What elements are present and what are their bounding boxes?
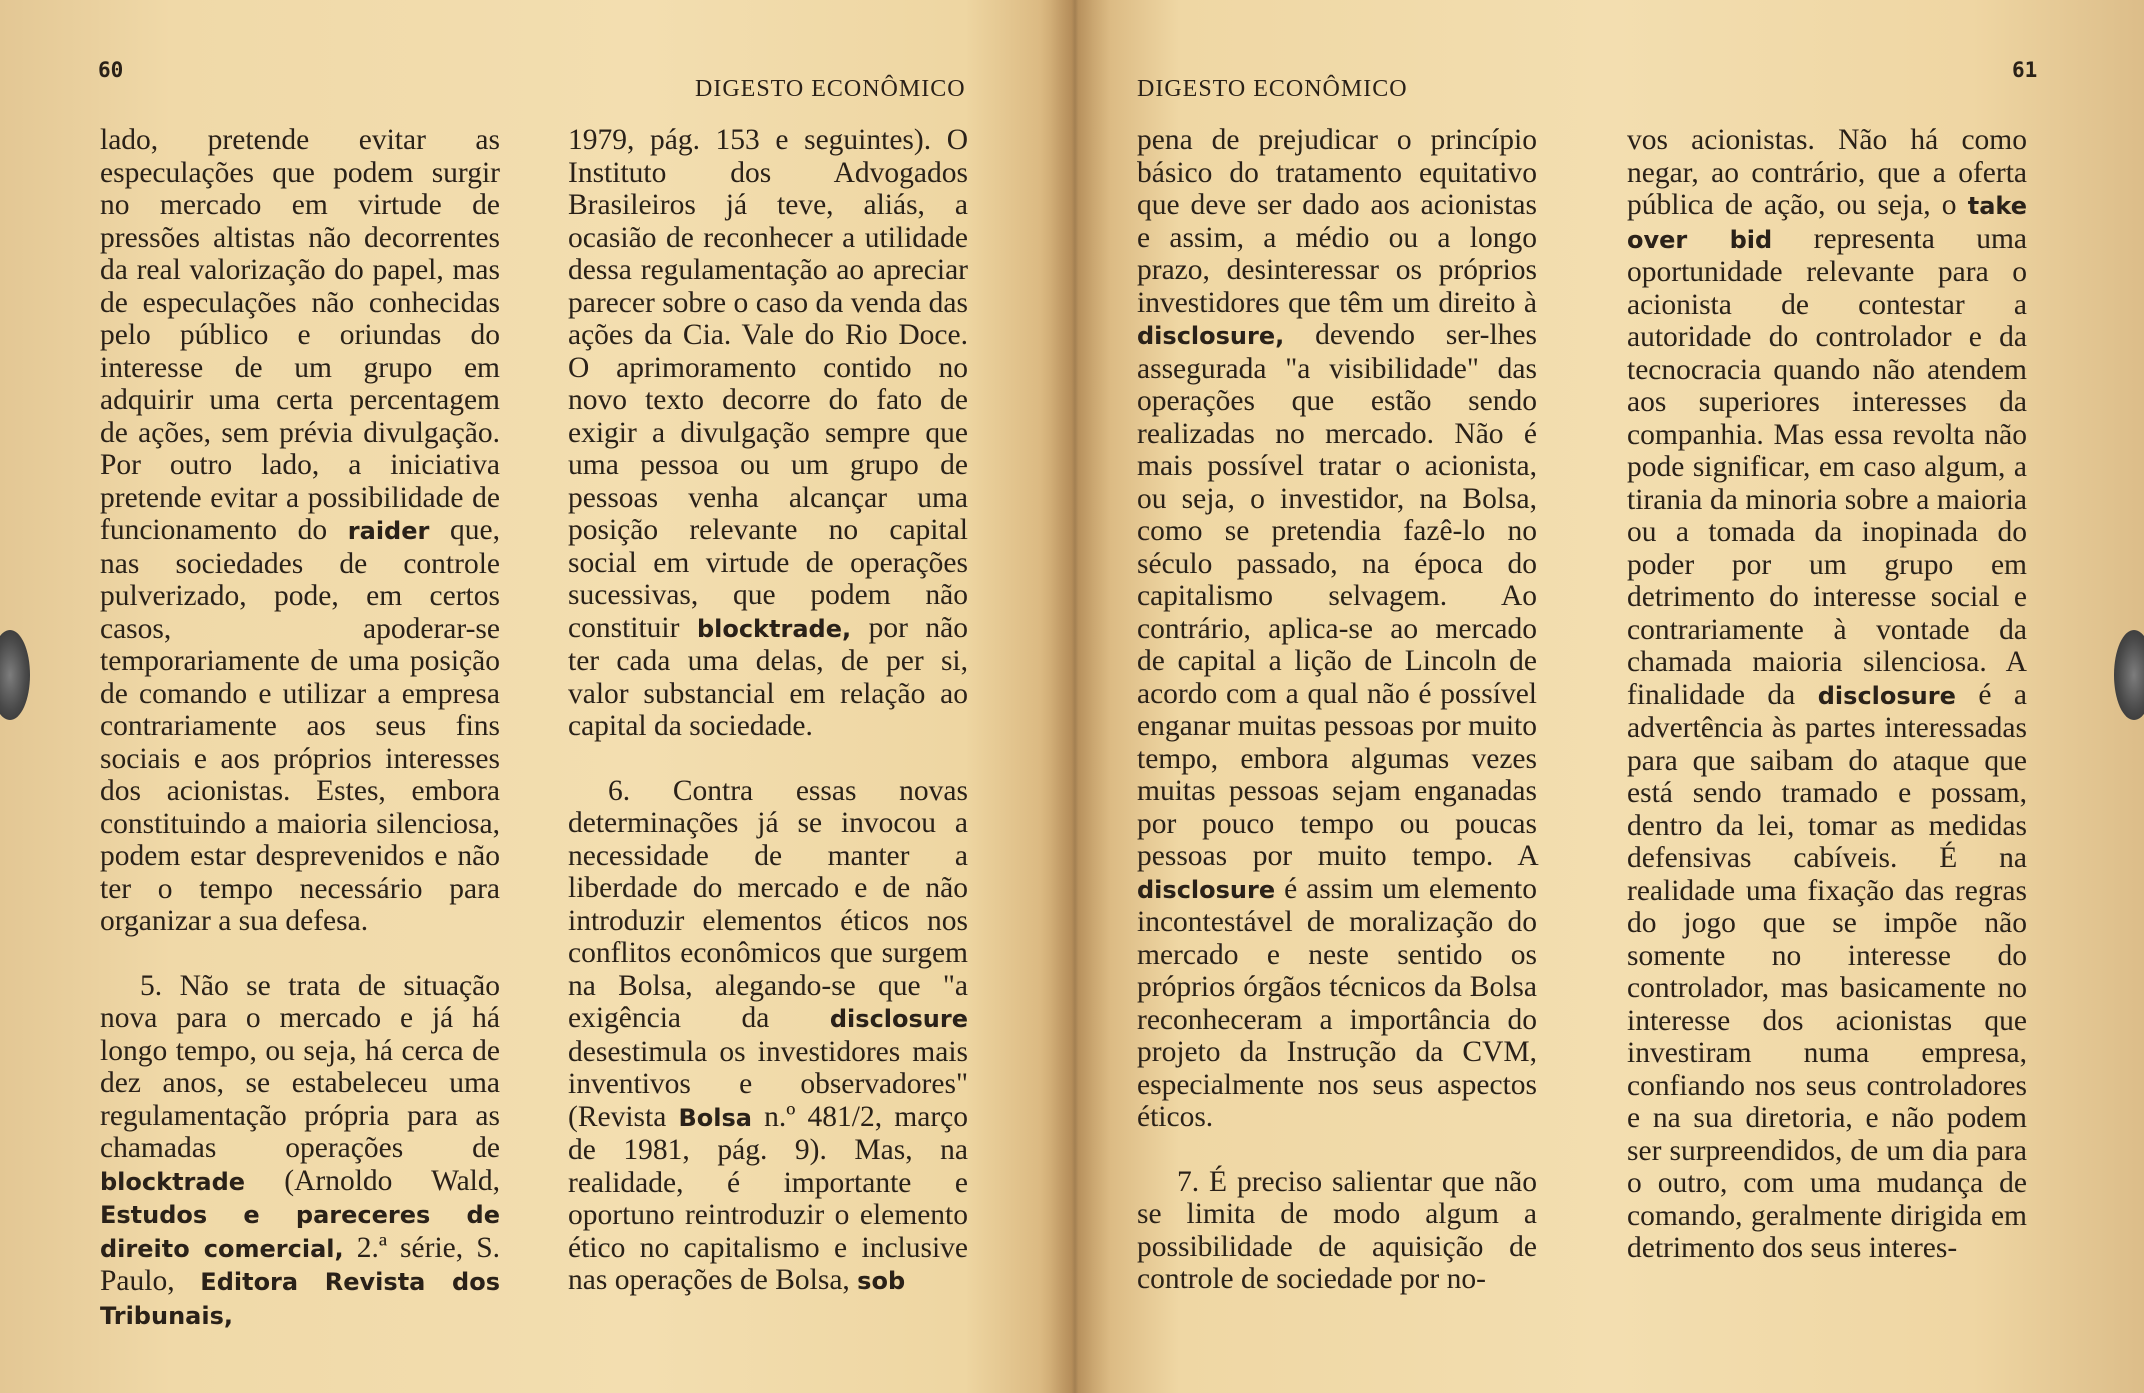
paragraph: 6. Contra essas novas determinações já se invocou a necessidade de manter a liberdade do mercado e de não introduzir elementos éticos nos conflitos econômicos que surgem na Bolsa, alegando-se que "a exigência da disclosure desestimula os investidores mais inventivos e observadores" (Revista Bolsa n.º 481/2, março de 1981, pág. 9). Mas, na realidade, é importante e oportuno reintroduzir o elemento ético no capitalismo e inclusive nas operações de Bolsa, sob: [568, 774, 968, 1296]
page-number: 61: [2012, 58, 2038, 82]
column-left-1: [100, 124, 500, 1332]
running-head: DIGESTO ECONÔMICO: [695, 76, 966, 102]
paragraph: 7. É preciso salientar que não se limita de modo algum a possibilidade de aquisição de controle de sociedade por no-: [1137, 1165, 1537, 1295]
running-head: DIGESTO ECONÔMICO: [1137, 76, 1408, 102]
paragraph: pena de prejudicar o princípio básico do tratamento equitativo que deve ser dado aos acionistas e assim, a médio ou a longo prazo, desinteressar os próprios investidores que têm um direito à disclosure, devendo ser-lhes assegurada "a visibilidade" das operações que estão sendo realizadas no mercado. Não é mais possível tratar o acionista, ou seja, o investidor, na Bolsa, como se pretendia fazê-lo no século passado, na época do capitalismo selvagem. Ao contrário, aplica-se ao mercado de capital a lição de Lincoln de acordo com a qual não é possível enganar muitas pessoas por muito tempo, embora algumas vezes muitas pessoas sejam enganadas por pouco tempo ou poucas pessoas por muito tempo. A disclosure é assim um elemento incontestável de moralização do mercado e neste sentido os próprios órgãos técnicos da Bolsa reconheceram a importância do projeto da Instrução da CVM, especialmente nos seus aspectos éticos.: [1137, 124, 1538, 1133]
paragraph: vos acionistas. Não há como negar, ao contrário, que a oferta pública de ação, ou seja, o take over bid representa uma oportunidade relevante para o acionista de contestar a autoridade do controlador e da tecnocracia quando não atendem aos superiores interesses da companhia. Mas essa revolta não pode significar, em caso algum, a tirania da minoria sobre a maioria ou a tomada da inopinada do poder por um grupo em detrimento do interesse social e contrariamente à vontade da chamada maioria silenciosa. A finalidade da disclosure é a advertência às partes interessadas para que saibam do ataque que está sendo tramado e possam, dentro da lei, tomar as medidas defensivas cabíveis. É na realidade uma fixação das regras do jogo que se impõe não somente no interesse do controlador, mas basicamente no interesse dos acionistas que investiram numa empresa, confiando nos seus controladores e na sua diretoria, e não podem ser surpreendidos, de um dia para o outro, com uma mudança de comando, geralmente dirigida em detrimento dos seus interes-: [1627, 124, 2028, 1264]
column-left-2: [568, 124, 968, 1298]
paragraph: 5. Não se trata de situação nova para o mercado e já há longo tempo, ou seja, há cerca de dez anos, se estabeleceu uma regulamentação própria para as chamadas operações de blocktrade (Arnoldo Wald, Estudos e pareceres de direito comercial, 2.ª série, S. Paulo, Editora Revista dos Tribunais,: [100, 969, 501, 1330]
paragraph: 1979, pág. 153 e seguintes). O Instituto dos Advogados Brasileiros já teve, aliás, a ocasião de reconhecer a utilidade dessa regulamentação ao apreciar parecer sobre o caso da venda das ações da Cia. Vale do Rio Doce. O aprimoramento contido no novo texto decorre do fato de exigir a divulgação sempre que uma pessoa ou um grupo de pessoas venha alcançar uma posição relevante no capital social em virtude de operações sucessivas, que podem não constituir blocktrade, por não ter cada uma delas, de per si, valor substancial em relação ao capital da sociedade.: [568, 124, 969, 742]
page-number: 60: [98, 58, 124, 82]
column-right-2: [1627, 124, 2027, 1265]
column-right-1: [1137, 124, 1537, 1296]
page-right: [1072, 0, 2144, 1393]
paragraph: lado, pretende evitar as especulações que podem surgir no mercado em virtude de pressões altistas não decorrentes da real valorização do papel, mas de especulações não conhecidas pelo público e oriundas do interesse de um grupo em adquirir uma certa percentagem de ações, sem prévia divulgação. Por outro lado, a iniciativa pretende evitar a possibilidade de funcionamento do raider que, nas sociedades de controle pulverizado, pode, em certos casos, apoderar-se temporariamente de uma posição de comando e utilizar a empresa contrariamente aos seus fins sociais e aos próprios interesses dos acionistas. Estes, embora constituindo a maioria silenciosa, podem estar desprevenidos e não ter o tempo necessário para organizar a sua defesa.: [100, 124, 500, 937]
